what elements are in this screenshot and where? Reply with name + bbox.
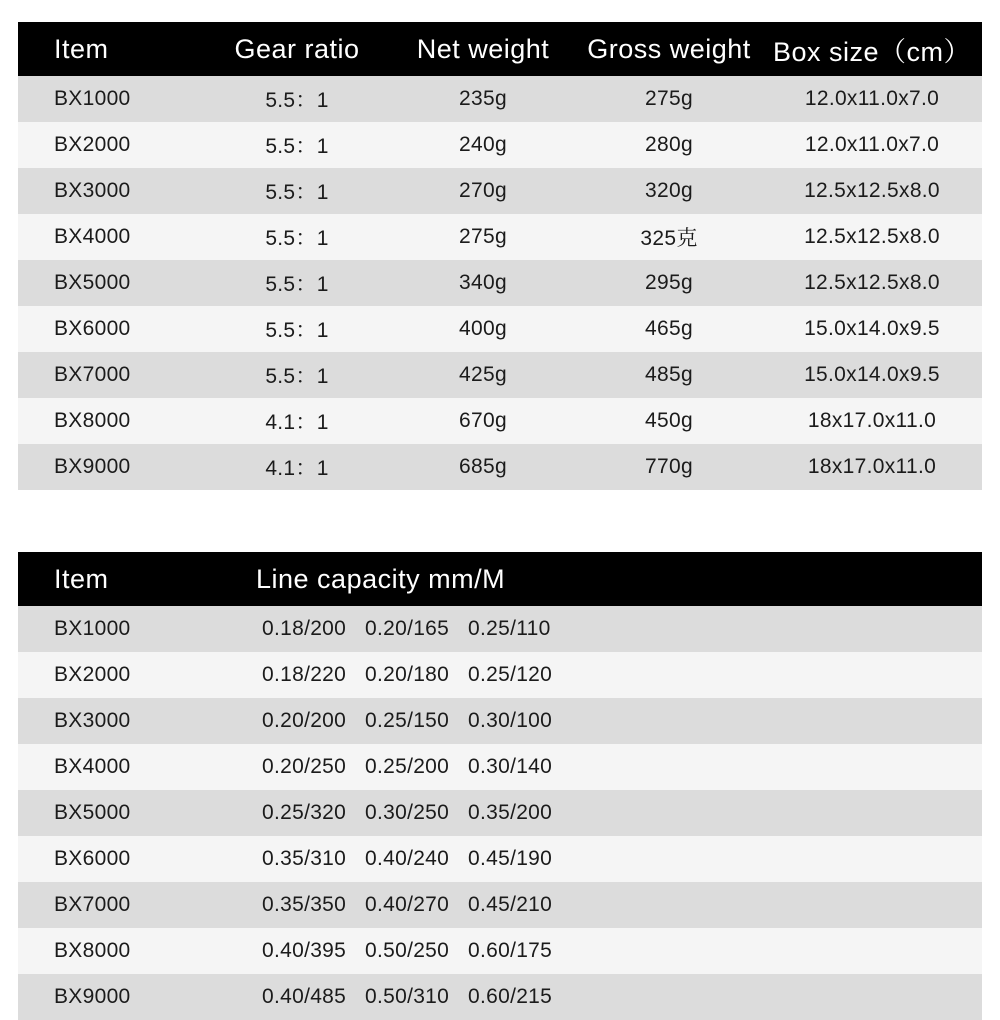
capacity-value-3: 0.45/190 bbox=[468, 847, 553, 870]
cell-gross-weight: 465g bbox=[576, 306, 762, 352]
column-header-gear-ratio: Gear ratio bbox=[204, 22, 390, 76]
cell-net-weight: 400g bbox=[390, 306, 576, 352]
cell-gear-ratio: 5.5：1 bbox=[204, 306, 390, 352]
table-row bbox=[18, 122, 982, 168]
cell-line-capacity bbox=[240, 974, 982, 1020]
capacity-value-3: 0.35/200 bbox=[468, 801, 553, 824]
table-row bbox=[18, 790, 982, 836]
capacity-value-1: 0.25/320 bbox=[262, 801, 347, 824]
cell-item: BX8000 bbox=[18, 398, 204, 444]
cell-box-size: 12.5x12.5x8.0 bbox=[762, 168, 982, 214]
capacity-value-3: 0.25/120 bbox=[468, 663, 553, 686]
table-row bbox=[18, 698, 982, 744]
cell-net-weight: 685g bbox=[390, 444, 576, 490]
column-header-line-capacity: Line capacity mm/M bbox=[240, 552, 982, 606]
cell-net-weight: 270g bbox=[390, 168, 576, 214]
table-row bbox=[18, 306, 982, 352]
capacity-value-3: 0.45/210 bbox=[468, 893, 553, 916]
specifications-table bbox=[18, 22, 982, 490]
cell-item: BX4000 bbox=[18, 214, 204, 260]
table-row bbox=[18, 974, 982, 1020]
cell-item: BX7000 bbox=[18, 352, 204, 398]
cell-box-size: 12.5x12.5x8.0 bbox=[762, 214, 982, 260]
specifications-table-header bbox=[18, 22, 982, 76]
capacity-value-1: 0.18/220 bbox=[262, 663, 347, 686]
cell-line-capacity bbox=[240, 652, 982, 698]
cell-gear-ratio: 5.5：1 bbox=[204, 260, 390, 306]
cell-item: BX9000 bbox=[18, 444, 204, 490]
cell-net-weight: 340g bbox=[390, 260, 576, 306]
column-header-item: Item bbox=[18, 552, 240, 606]
table-row bbox=[18, 352, 982, 398]
cell-gross-weight: 485g bbox=[576, 352, 762, 398]
cell-box-size: 18x17.0x11.0 bbox=[762, 398, 982, 444]
column-header-box-size: Box size（cm） bbox=[762, 22, 982, 76]
capacity-value-1: 0.40/395 bbox=[262, 939, 347, 962]
cell-item: BX1000 bbox=[18, 606, 240, 652]
table-row bbox=[18, 214, 982, 260]
cell-item: BX8000 bbox=[18, 928, 240, 974]
cell-gear-ratio: 5.5：1 bbox=[204, 122, 390, 168]
capacity-value-2: 0.20/165 bbox=[365, 617, 450, 640]
cell-net-weight: 235g bbox=[390, 76, 576, 122]
cell-item: BX3000 bbox=[18, 168, 204, 214]
cell-item: BX2000 bbox=[18, 122, 204, 168]
cell-item: BX5000 bbox=[18, 790, 240, 836]
column-header-item: Item bbox=[18, 22, 204, 76]
table-header-row bbox=[18, 22, 982, 76]
cell-gear-ratio: 5.5：1 bbox=[204, 214, 390, 260]
line-capacity-table-body bbox=[18, 606, 982, 1020]
table-row bbox=[18, 606, 982, 652]
cell-line-capacity bbox=[240, 744, 982, 790]
cell-net-weight: 240g bbox=[390, 122, 576, 168]
cell-line-capacity bbox=[240, 882, 982, 928]
capacity-value-3: 0.25/110 bbox=[468, 617, 551, 640]
capacity-value-1: 0.20/200 bbox=[262, 709, 347, 732]
cell-line-capacity bbox=[240, 698, 982, 744]
cell-item: BX9000 bbox=[18, 974, 240, 1020]
table-row bbox=[18, 882, 982, 928]
capacity-value-2: 0.50/250 bbox=[365, 939, 450, 962]
table-row bbox=[18, 168, 982, 214]
capacity-value-1: 0.35/350 bbox=[262, 893, 347, 916]
cell-gross-weight: 770g bbox=[576, 444, 762, 490]
capacity-value-1: 0.40/485 bbox=[262, 985, 347, 1008]
capacity-value-3: 0.30/140 bbox=[468, 755, 553, 778]
capacity-value-3: 0.30/100 bbox=[468, 709, 553, 732]
table-row bbox=[18, 928, 982, 974]
cell-box-size: 15.0x14.0x9.5 bbox=[762, 306, 982, 352]
cell-box-size: 12.0x11.0x7.0 bbox=[762, 76, 982, 122]
capacity-value-1: 0.20/250 bbox=[262, 755, 347, 778]
cell-gear-ratio: 5.5：1 bbox=[204, 76, 390, 122]
cell-gear-ratio: 5.5：1 bbox=[204, 352, 390, 398]
cell-gross-weight: 325克 bbox=[576, 214, 762, 260]
capacity-value-2: 0.50/310 bbox=[365, 985, 450, 1008]
cell-item: BX2000 bbox=[18, 652, 240, 698]
table-row bbox=[18, 836, 982, 882]
cell-gross-weight: 450g bbox=[576, 398, 762, 444]
cell-item: BX3000 bbox=[18, 698, 240, 744]
capacity-value-1: 0.18/200 bbox=[262, 617, 347, 640]
cell-item: BX1000 bbox=[18, 76, 204, 122]
table-row bbox=[18, 398, 982, 444]
capacity-value-2: 0.25/150 bbox=[365, 709, 450, 732]
table-row bbox=[18, 260, 982, 306]
cell-box-size: 15.0x14.0x9.5 bbox=[762, 352, 982, 398]
table-row bbox=[18, 76, 982, 122]
cell-gear-ratio: 4.1：1 bbox=[204, 444, 390, 490]
column-header-net-weight: Net weight bbox=[390, 22, 576, 76]
cell-gear-ratio: 5.5：1 bbox=[204, 168, 390, 214]
cell-net-weight: 275g bbox=[390, 214, 576, 260]
capacity-value-3: 0.60/175 bbox=[468, 939, 553, 962]
capacity-value-1: 0.35/310 bbox=[262, 847, 347, 870]
cell-line-capacity bbox=[240, 928, 982, 974]
capacity-value-2: 0.25/200 bbox=[365, 755, 450, 778]
cell-net-weight: 425g bbox=[390, 352, 576, 398]
cell-box-size: 12.5x12.5x8.0 bbox=[762, 260, 982, 306]
cell-gross-weight: 320g bbox=[576, 168, 762, 214]
cell-item: BX4000 bbox=[18, 744, 240, 790]
cell-gross-weight: 275g bbox=[576, 76, 762, 122]
table-row bbox=[18, 652, 982, 698]
table-row bbox=[18, 444, 982, 490]
cell-gross-weight: 280g bbox=[576, 122, 762, 168]
cell-line-capacity bbox=[240, 606, 982, 652]
cell-gross-weight: 295g bbox=[576, 260, 762, 306]
cell-item: BX7000 bbox=[18, 882, 240, 928]
specifications-table-body bbox=[18, 76, 982, 490]
capacity-value-3: 0.60/215 bbox=[468, 985, 553, 1008]
cell-gear-ratio: 4.1：1 bbox=[204, 398, 390, 444]
capacity-value-2: 0.30/250 bbox=[365, 801, 450, 824]
table-spacer bbox=[18, 490, 982, 552]
column-header-gross-weight: Gross weight bbox=[576, 22, 762, 76]
cell-box-size: 18x17.0x11.0 bbox=[762, 444, 982, 490]
capacity-value-2: 0.40/240 bbox=[365, 847, 450, 870]
cell-net-weight: 670g bbox=[390, 398, 576, 444]
table-row bbox=[18, 744, 982, 790]
capacity-value-2: 0.20/180 bbox=[365, 663, 450, 686]
cell-item: BX6000 bbox=[18, 836, 240, 882]
cell-item: BX6000 bbox=[18, 306, 204, 352]
cell-box-size: 12.0x11.0x7.0 bbox=[762, 122, 982, 168]
table-header-row bbox=[18, 552, 982, 606]
line-capacity-table-header bbox=[18, 552, 982, 606]
cell-item: BX5000 bbox=[18, 260, 204, 306]
line-capacity-table bbox=[18, 552, 982, 1020]
cell-line-capacity bbox=[240, 836, 982, 882]
cell-line-capacity bbox=[240, 790, 982, 836]
capacity-value-2: 0.40/270 bbox=[365, 893, 450, 916]
